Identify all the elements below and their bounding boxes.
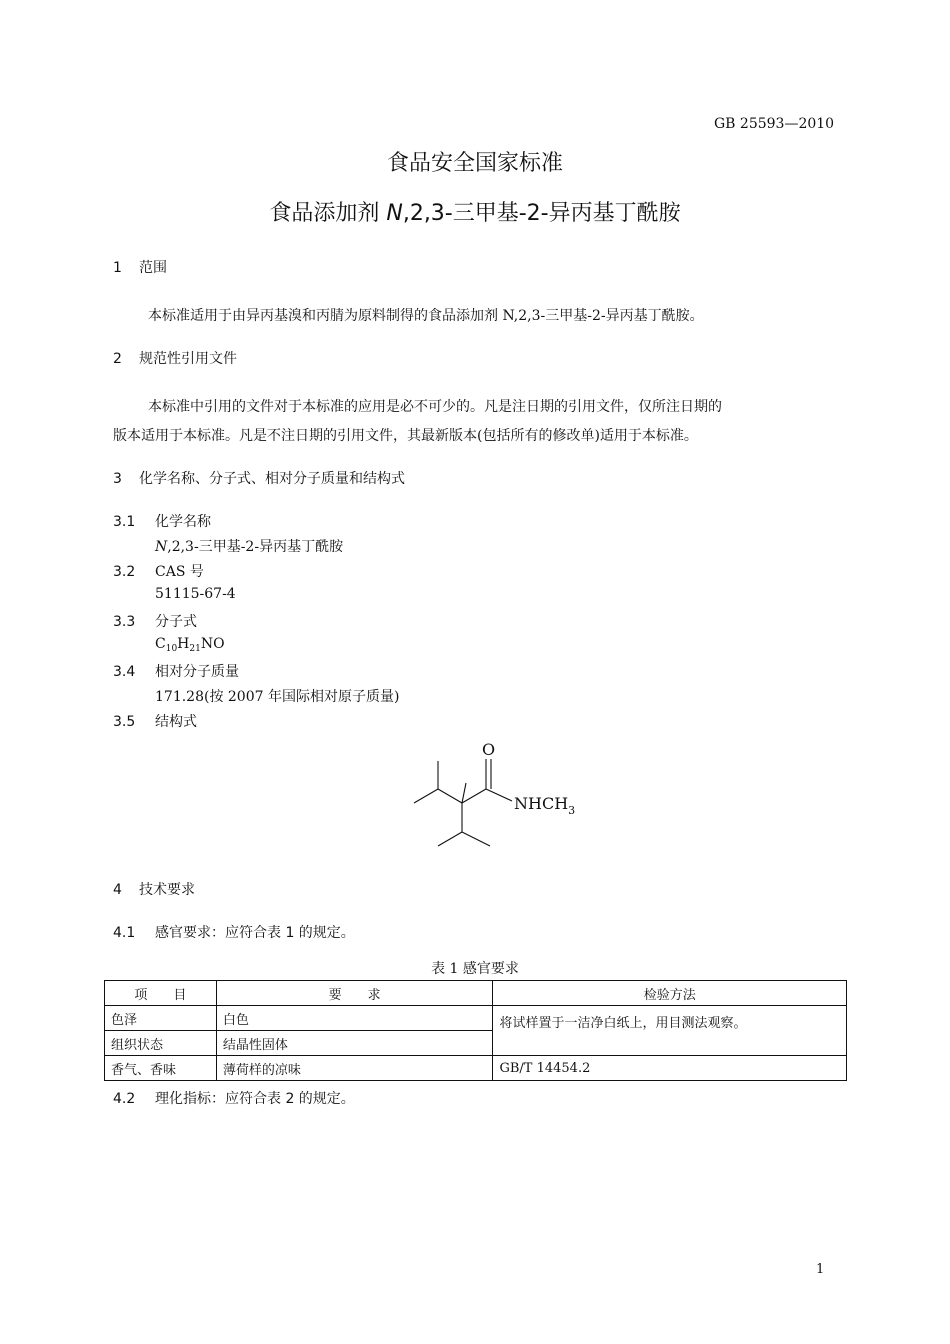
subsection-number: 3.4 <box>113 664 136 680</box>
sensory-requirements-table <box>104 980 847 1081</box>
subsection-4-2 <box>113 1088 355 1108</box>
section-2-paragraph-line2: 版本适用于本标准。凡是不注日期的引用文件，其最新版本(包括所有的修改单)适用于本标准。 <box>113 428 698 444</box>
header-requirement: 要 求 <box>216 981 493 1006</box>
subsection-3-5 <box>113 711 197 731</box>
subsection-number: 3.3 <box>113 614 136 630</box>
section-3-heading <box>113 468 405 488</box>
section-1-heading <box>113 257 167 277</box>
section-title: 技术要求 <box>139 882 195 898</box>
subsection-3-3 <box>113 611 197 631</box>
cell-requirement: 白色 <box>216 1006 493 1031</box>
header-item: 项 目 <box>105 981 217 1006</box>
subsection-number: 4.1 <box>113 925 136 941</box>
subsection-number: 3.1 <box>113 514 136 530</box>
table-row <box>105 1006 847 1031</box>
molecular-mass-value: 171.28(按 2007 年国际相对原子质量) <box>155 689 400 705</box>
cell-method: GB/T 14454.2 <box>493 1056 847 1081</box>
structural-formula <box>400 735 590 855</box>
page-number: 1 <box>816 1262 825 1277</box>
section-number: 1 <box>113 260 122 276</box>
subsection-3-4 <box>113 661 239 681</box>
skeleton-bonds <box>414 759 512 846</box>
oxygen-label: O <box>482 740 496 759</box>
header-method: 检验方法 <box>493 981 847 1006</box>
section-title: 范围 <box>139 260 167 276</box>
section-number: 3 <box>113 471 122 487</box>
chemical-name-text: ,2,3-三甲基-2-异丙基丁酰胺 <box>167 539 344 555</box>
table-row <box>105 1056 847 1081</box>
subsection-4-1 <box>113 922 355 942</box>
section-4-heading <box>113 879 195 899</box>
subsection-title: 理化指标：应符合表 2 的规定。 <box>155 1091 355 1107</box>
cas-number-value: 51115-67-4 <box>155 586 236 602</box>
page-title: 食品安全国家标准 <box>386 151 563 176</box>
formula-rest: NO <box>200 636 225 652</box>
formula-h: H <box>177 636 190 652</box>
subsection-number: 4.2 <box>113 1091 136 1107</box>
subsection-title: 感官要求：应符合表 1 的规定。 <box>155 925 355 941</box>
cell-item: 香气、香味 <box>105 1056 217 1081</box>
chemical-name-value <box>155 536 343 556</box>
cell-item: 色泽 <box>105 1006 217 1031</box>
molecular-formula-value <box>155 636 225 654</box>
subsection-label: 相对分子质量 <box>155 664 239 680</box>
subsection-label: 分子式 <box>155 614 197 630</box>
document-title <box>0 196 950 227</box>
formula-c-subscript: 10 <box>165 644 178 654</box>
formula-c: C <box>155 636 166 652</box>
table-header-row <box>105 981 847 1006</box>
title-italic-n: N <box>386 201 403 226</box>
table-1-caption: 表 1 感官要求 <box>431 961 519 977</box>
subsection-number: 3.5 <box>113 714 136 730</box>
cell-requirement: 薄荷样的凉味 <box>216 1056 493 1081</box>
section-title: 规范性引用文件 <box>139 351 237 367</box>
standard-number: GB 25593—2010 <box>714 116 835 132</box>
subsection-label: CAS 号 <box>155 564 204 580</box>
section-1-paragraph: 本标准适用于由异丙基溴和丙腈为原料制得的食品添加剂 N,2,3-三甲基-2-异丙基丁酰胺。 <box>148 308 704 324</box>
section-2-heading <box>113 348 237 368</box>
section-number: 2 <box>113 351 122 367</box>
subsection-3-1 <box>113 511 211 531</box>
cell-method-merged: 将试样置于一洁净白纸上，用目测法观察。 <box>493 1006 847 1056</box>
section-title: 化学名称、分子式、相对分子质量和结构式 <box>139 471 405 487</box>
title-prefix: 食品添加剂 <box>269 201 387 226</box>
section-number: 4 <box>113 882 122 898</box>
cell-item: 组织状态 <box>105 1031 217 1056</box>
nhch-text: NHCH <box>514 794 569 813</box>
subsection-label: 化学名称 <box>155 514 211 530</box>
formula-h-subscript: 21 <box>189 644 201 654</box>
subsection-number: 3.2 <box>113 564 136 580</box>
title-rest: ,2,3-三甲基-2-异丙基丁酰胺 <box>402 201 681 226</box>
subsection-3-2 <box>113 561 204 581</box>
nhch3-subscript: 3 <box>568 804 576 817</box>
chemical-name-italic: N <box>155 539 168 555</box>
section-2-paragraph-line1: 本标准中引用的文件对于本标准的应用是必不可少的。凡是注日期的引用文件，仅所注日期的 <box>148 399 722 415</box>
subsection-label: 结构式 <box>155 714 197 730</box>
cell-requirement: 结晶性固体 <box>216 1031 493 1056</box>
nhch3-label <box>514 794 575 817</box>
